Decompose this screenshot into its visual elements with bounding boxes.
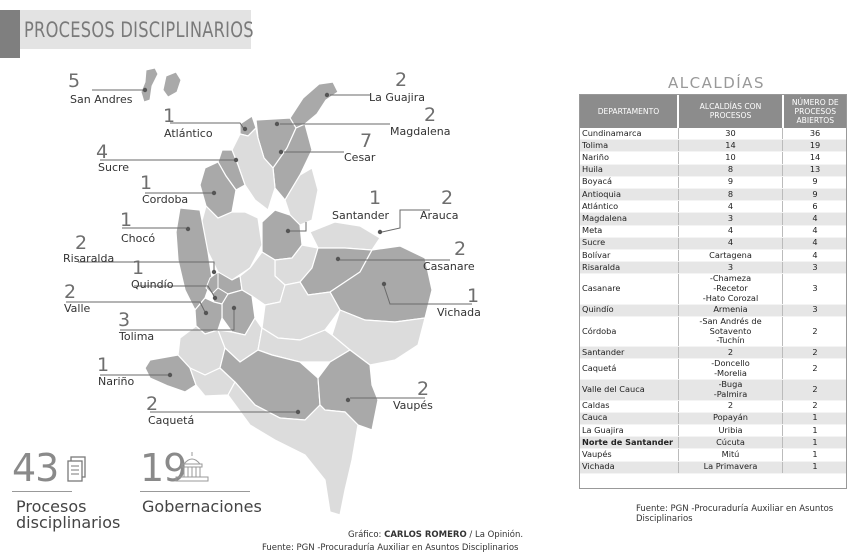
label-vichada	[437, 285, 481, 319]
table-title: ALCALDÍAS	[668, 74, 765, 92]
cell-procesos: 2	[783, 400, 847, 412]
label-narino	[97, 354, 135, 388]
alcaldia-entry: Cúcuta	[716, 436, 745, 447]
procesos-label-1: Procesos	[16, 497, 87, 516]
cell-procesos: 36	[783, 128, 847, 140]
cell-procesos: 4	[783, 213, 847, 225]
svg-text:2: 2	[424, 104, 437, 126]
table-row	[580, 176, 848, 188]
cell-alcaldias	[678, 380, 782, 401]
cell-departamento: Casanare	[580, 274, 679, 304]
svg-text:Cordoba: Cordoba	[142, 193, 189, 206]
procesos-divider	[12, 491, 72, 492]
svg-text:1: 1	[467, 285, 480, 307]
label-san-andres	[68, 70, 133, 106]
alcaldia-entry: La Primavera	[703, 461, 758, 472]
alcaldia-entry: -Buga	[718, 379, 743, 389]
svg-text:Quindío: Quindío	[131, 278, 174, 291]
cell-alcaldias	[678, 176, 782, 188]
label-arauca	[420, 187, 459, 222]
svg-text:San Andres: San Andres	[70, 93, 133, 106]
cell-alcaldias	[678, 347, 782, 359]
cell-departamento: Cauca	[580, 412, 679, 424]
cell-procesos: 9	[783, 188, 847, 200]
table-header-row	[580, 94, 848, 128]
svg-text:Caquetá: Caquetá	[148, 414, 195, 427]
gobernaciones-count: 19	[140, 446, 187, 490]
label-santander	[332, 187, 389, 222]
alcaldia-entry: -Recetor	[713, 283, 748, 294]
cell-departamento: Norte de Santander	[580, 437, 679, 449]
table-row	[580, 316, 848, 346]
svg-text:Chocó: Chocó	[121, 232, 156, 245]
gobernaciones-divider	[140, 491, 250, 492]
table-row	[580, 201, 848, 213]
svg-text:5: 5	[68, 70, 81, 92]
cell-departamento: Antioquia	[580, 188, 679, 200]
label-casanare	[423, 238, 475, 273]
alcaldia-entry: -San Andrés de Sotavento	[699, 315, 762, 336]
svg-text:Vaupés: Vaupés	[393, 399, 433, 412]
table-source: Fuente: PGN -Procuraduría Auxiliar en Asuntos Disciplinarios	[636, 504, 834, 524]
table-row	[580, 188, 848, 200]
region-san-andres	[141, 68, 158, 102]
cell-alcaldias	[678, 316, 782, 346]
table-row	[580, 237, 848, 249]
svg-text:Arauca: Arauca	[420, 209, 459, 222]
alcaldia-entry: -Chameza	[709, 273, 752, 284]
map-source: Fuente: PGN -Procuraduría Auxiliar en Asuntos Disciplinarios	[262, 543, 519, 553]
cell-departamento: Atlántico	[580, 201, 679, 213]
svg-text:Cesar: Cesar	[344, 151, 376, 164]
label-cordoba	[140, 172, 188, 206]
cell-alcaldias	[678, 437, 782, 449]
alcaldia-entry: -Doncello	[711, 358, 750, 369]
svg-text:Tolima: Tolima	[119, 330, 155, 343]
cell-departamento: Risaralda	[580, 262, 679, 274]
svg-text:1: 1	[120, 209, 133, 231]
table-row	[580, 164, 848, 176]
cell-departamento: Tolima	[580, 140, 679, 152]
label-tolima	[118, 309, 154, 343]
cell-procesos: 13	[783, 164, 847, 176]
svg-text:1: 1	[369, 187, 382, 209]
cell-departamento: Nariño	[580, 152, 679, 164]
cell-alcaldias	[678, 128, 782, 140]
col-header-alcaldias: ALCALDÍAS CON PROCESOS	[678, 94, 782, 128]
alcaldia-entry: -Hato Corozal	[702, 292, 759, 303]
cell-procesos: 1	[783, 449, 847, 461]
graphic-credit: Gráfico: CARLOS ROMERO / La Opinión.	[348, 530, 524, 540]
cell-alcaldias	[678, 304, 782, 316]
cell-departamento: Bolívar	[580, 249, 679, 261]
region-la-guajira	[290, 82, 338, 128]
cell-alcaldias	[678, 449, 782, 461]
cell-departamento: Meta	[580, 225, 679, 237]
svg-text:Casanare: Casanare	[423, 260, 475, 273]
alcaldia-entry: 8	[727, 188, 734, 199]
stat-procesos	[12, 446, 132, 532]
svg-text:Nariño: Nariño	[98, 375, 135, 388]
label-caqueta	[146, 393, 194, 427]
table-row	[580, 461, 848, 473]
cell-procesos: 1	[783, 412, 847, 424]
table-row	[580, 262, 848, 274]
cell-departamento: Santander	[580, 347, 679, 359]
table-row	[580, 380, 848, 401]
svg-text:2: 2	[417, 378, 430, 400]
label-cesar	[344, 130, 376, 164]
cell-alcaldias	[678, 262, 782, 274]
cell-procesos: 1	[783, 437, 847, 449]
label-vaupes	[393, 378, 433, 412]
table-row	[580, 304, 848, 316]
table-body	[580, 128, 848, 473]
cell-alcaldias	[678, 213, 782, 225]
cell-alcaldias	[678, 274, 782, 304]
alcaldia-entry: 4	[727, 237, 734, 248]
cell-procesos: 4	[783, 237, 847, 249]
alcaldia-entry: -Tuchín	[716, 335, 745, 346]
cell-alcaldias	[678, 400, 782, 412]
cell-alcaldias	[678, 461, 782, 473]
cell-procesos: 6	[783, 201, 847, 213]
table-row	[580, 437, 848, 449]
svg-text:1: 1	[97, 354, 110, 376]
cell-alcaldias	[678, 424, 782, 436]
svg-text:7: 7	[360, 130, 373, 152]
svg-text:Valle: Valle	[64, 302, 91, 315]
cell-departamento: Vichada	[580, 461, 679, 473]
label-la-guajira	[369, 69, 425, 104]
cell-alcaldias	[678, 140, 782, 152]
document-stack-icon	[66, 456, 88, 484]
cell-departamento: Valle del Cauca	[580, 380, 679, 401]
cell-alcaldias	[678, 225, 782, 237]
label-magdalena	[390, 104, 450, 138]
cell-procesos: 2	[783, 359, 847, 380]
cell-alcaldias	[678, 188, 782, 200]
svg-text:2: 2	[395, 69, 408, 91]
label-valle	[64, 281, 91, 315]
svg-text:2: 2	[75, 232, 88, 254]
region-providencia	[163, 72, 181, 97]
cell-procesos: 2	[783, 380, 847, 401]
cell-departamento: La Guajira	[580, 424, 679, 436]
alcaldia-entry: 10	[725, 152, 736, 163]
alcaldia-entry: 8	[727, 164, 734, 175]
cell-alcaldias	[678, 249, 782, 261]
cell-procesos: 19	[783, 140, 847, 152]
svg-text:Santander: Santander	[332, 209, 389, 222]
alcaldia-entry: 14	[725, 139, 736, 150]
region-arauca	[310, 222, 380, 250]
svg-text:2: 2	[146, 393, 159, 415]
cell-departamento: Vaupés	[580, 449, 679, 461]
alcaldia-entry: 3	[727, 213, 734, 223]
table-row	[580, 400, 848, 412]
svg-text:La Guajira: La Guajira	[369, 91, 425, 104]
cell-alcaldias	[678, 164, 782, 176]
cell-procesos: 3	[783, 274, 847, 304]
procesos-count: 43	[12, 446, 59, 490]
cell-departamento: Magdalena	[580, 213, 679, 225]
label-risaralda	[63, 232, 114, 265]
cell-departamento: Quindío	[580, 304, 679, 316]
label-choco	[120, 209, 155, 245]
table-row	[580, 152, 848, 164]
alcaldia-entry: 9	[727, 176, 734, 187]
alcaldia-entry: 4	[727, 225, 734, 236]
table-row	[580, 359, 848, 380]
gobernaciones-label: Gobernaciones	[142, 497, 262, 516]
cell-departamento: Huila	[580, 164, 679, 176]
cell-departamento: Córdoba	[580, 316, 679, 346]
table-row	[580, 213, 848, 225]
page-title: PROCESOS DISCIPLINARIOS	[24, 18, 254, 42]
table-row	[580, 249, 848, 261]
svg-text:1: 1	[140, 172, 153, 194]
cell-procesos: 2	[783, 347, 847, 359]
table-row	[580, 225, 848, 237]
alcaldias-table	[579, 94, 847, 474]
alcaldia-entry: Mitú	[721, 449, 740, 460]
table-row	[580, 274, 848, 304]
alcaldia-entry: Cartagena	[709, 249, 752, 260]
alcaldia-entry: Popayán	[713, 412, 748, 423]
svg-text:1: 1	[163, 105, 176, 127]
col-header-departamento: DEPARTAMENTO	[580, 94, 679, 128]
table-row	[580, 449, 848, 461]
svg-text:Atlántico: Atlántico	[164, 127, 213, 140]
procesos-label-2: disciplinarios	[16, 513, 121, 532]
alcaldia-entry: 30	[725, 127, 736, 138]
svg-text:Magdalena: Magdalena	[390, 125, 451, 138]
svg-text:1: 1	[132, 257, 145, 279]
cell-procesos: 1	[783, 461, 847, 473]
cell-procesos: 4	[783, 249, 847, 261]
alcaldia-entry: Uribia	[718, 424, 743, 435]
cell-alcaldias	[678, 359, 782, 380]
table-row	[580, 347, 848, 359]
table-row	[580, 140, 848, 152]
cell-procesos: 1	[783, 424, 847, 436]
cell-departamento: Caldas	[580, 400, 679, 412]
svg-text:3: 3	[118, 309, 131, 331]
svg-text:Sucre: Sucre	[98, 161, 130, 174]
cell-alcaldias	[678, 152, 782, 164]
svg-text:2: 2	[441, 187, 454, 209]
stat-gobernaciones	[140, 446, 280, 516]
capitol-building-icon	[174, 451, 210, 483]
alcaldia-entry: 2	[727, 346, 734, 357]
label-sucre	[96, 141, 129, 174]
svg-text:4: 4	[96, 141, 109, 163]
cell-departamento: Boyacá	[580, 176, 679, 188]
alcaldia-entry: -Palmira	[713, 388, 748, 399]
cell-procesos: 2	[783, 316, 847, 346]
cell-departamento: Cundinamarca	[580, 128, 679, 140]
table-row	[580, 128, 848, 140]
alcaldia-entry: 4	[727, 200, 734, 211]
table-row	[580, 424, 848, 436]
cell-procesos: 4	[783, 225, 847, 237]
alcaldia-entry: -Morelia	[714, 368, 747, 379]
cell-procesos: 3	[783, 304, 847, 316]
alcaldia-entry: 2	[727, 400, 734, 411]
col-header-procesos: NÚMERO DE PROCESOS ABIERTOS	[783, 94, 847, 128]
cell-procesos: 14	[783, 152, 847, 164]
table-row	[580, 412, 848, 424]
cell-departamento: Sucre	[580, 237, 679, 249]
cell-alcaldias	[678, 237, 782, 249]
alcaldia-entry: Armenia	[713, 304, 748, 315]
cell-alcaldias	[678, 412, 782, 424]
cell-procesos: 3	[783, 262, 847, 274]
svg-text:2: 2	[454, 238, 467, 260]
svg-text:Vichada: Vichada	[437, 306, 481, 319]
cell-procesos: 9	[783, 176, 847, 188]
cell-departamento: Caquetá	[580, 359, 679, 380]
svg-text:2: 2	[64, 281, 77, 303]
svg-text:Risaralda: Risaralda	[63, 252, 115, 265]
cell-alcaldias	[678, 201, 782, 213]
alcaldia-entry: 3	[727, 261, 734, 272]
